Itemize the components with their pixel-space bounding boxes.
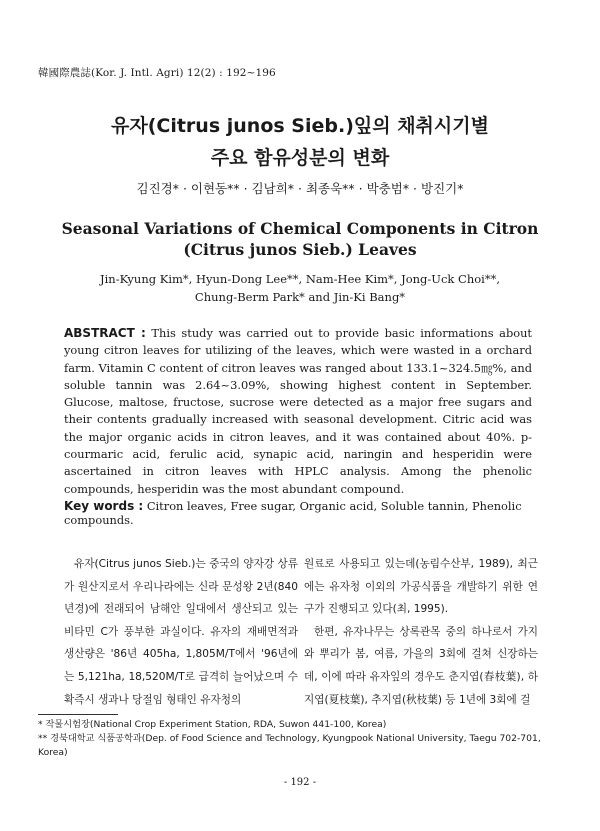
english-authors-line1: Jin-Kyung Kim*, Hyun-Dong Lee**, Nam-Hee Kim*, Jong-Uck Choi**, (100, 272, 500, 286)
english-title-line2: (Citrus junos Sieb.) Leaves (183, 240, 417, 259)
abstract (64, 325, 532, 498)
body-column-right (304, 553, 538, 711)
keywords-label: Key words : (64, 499, 144, 513)
korean-title-line2: 주요 함유성분의 변화 (210, 147, 390, 169)
body-column-left (64, 553, 298, 711)
footnote-1: * 작물시험장(National Crop Experiment Station, RDA, Suwon 441-100, Korea) (38, 719, 387, 730)
korean-authors: 김진경* · 이현동** · 김남희* · 최종욱** · 박충범* · 방진기* (136, 181, 464, 196)
english-authors-line2: Chung-Berm Park* and Jin-Ki Bang* (194, 290, 406, 304)
journal-header: 韓國際農誌(Kor. J. Intl. Agri) 12(2) : 192~196 (38, 67, 276, 79)
page-number: - 192 - (283, 777, 317, 788)
body-paragraph-left: 유자(Citrus junos Sieb.)는 중국의 양자강 상류가 원산지로서 우리나라에는 신라 문성왕 2년(840년경)에 전래되어 남해안 일대에서 생산되고 있는 비타민 C가 풍부한 과실이다. 유자의 재배면적과 생산량은 '86년 405ha, 1,805M/T에서 '96년에는 5,121ha, 18,520M/T로 급격히 늘어났으며 수확즉시 생과나 당절임 형태인 유자청의 (64, 558, 298, 706)
footnote-rule (38, 714, 118, 715)
abstract-text: This study was carried out to provide basic informations about young citron leaves for utilizing of the leaves, which were wasted in a orchard farm. Vitamin C content of citron leaves was ranged about 133.1~324.5㎎%, and soluble tannin was 2.64~3.09%, showing highest content in September. Glucose, maltose, fructose, sucrose were detected as a major free sugars and their contents gradually increased with seasonal development. Citric acid was the major organic acids in citron leaves, and it was contained about 40%. p-courmaric acid, ferulic acid, synapic acid, naringin and hesperidin were ascertained in citron leaves with HPLC analysis. Among the phenolic compounds, hesperidin was the most abundant compound. (64, 326, 533, 496)
keywords-text: Citron leaves, Free sugar, Organic acid, Soluble tannin, Phenolic compounds. (64, 499, 522, 527)
english-title-line1: Seasonal Variations of Chemical Components in Citron (61, 219, 539, 238)
body-paragraph-right-1: 원료로 사용되고 있는데(농림수산부, 1989), 최근에는 유자청 이외의 가공식품을 개발하기 위한 연구가 진행되고 있다(최, 1995). (304, 558, 538, 616)
footnotes (38, 718, 558, 760)
footnote-2: ** 경북대학교 식품공학과(Dep. of Food Science and Technology, Kyungpook National University, Taegu 702-701, Korea) (38, 733, 541, 758)
body-paragraph-right-2: 한편, 유자나무는 상록관목 중의 하나로서 가지와 뿌리가 봄, 여름, 가을의 3회에 걸쳐 신장하는데, 이에 따라 유자잎의 경우도 춘지엽(春枝葉), 하지엽(夏枝葉), 추지엽(秋枝葉) 등 1년에 3회에 걸 (304, 625, 538, 706)
abstract-label: ABSTRACT : (64, 326, 146, 340)
korean-title-line1: 유자(Citrus junos Sieb.)잎의 채취시기별 (111, 115, 489, 137)
keywords (64, 499, 544, 527)
